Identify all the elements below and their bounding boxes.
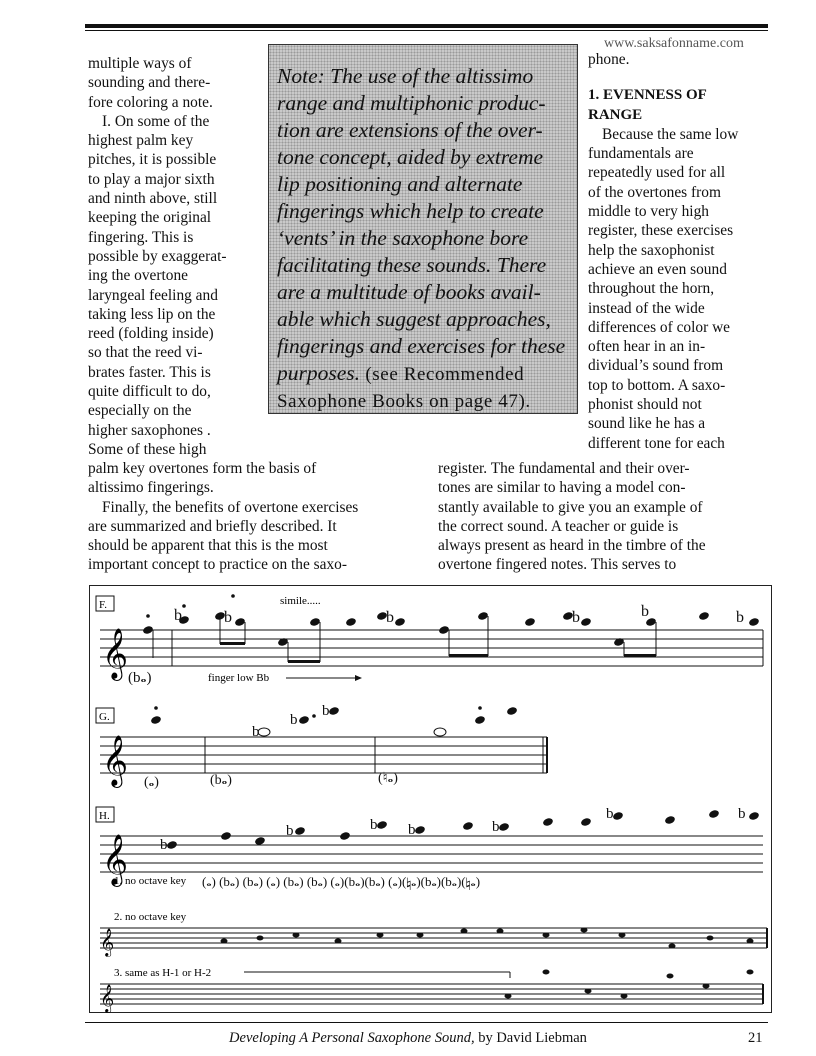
note-line: are a multitude of books avail- xyxy=(277,280,541,304)
note-line: tion are extensions of the over- xyxy=(277,118,543,142)
music-examples xyxy=(89,585,772,1013)
treble-clef-icon: 𝄞 xyxy=(102,834,129,885)
text-line: overtone fingered notes. This serves to xyxy=(438,556,677,574)
treble-clef-icon: 𝄞 xyxy=(100,928,115,956)
text-line: Some of these high xyxy=(88,440,207,458)
music-notation xyxy=(90,586,773,1014)
text-line: stantly available to give you an example of xyxy=(438,498,703,516)
treble-clef-icon: 𝄞 xyxy=(100,984,115,1012)
text-line: differences of color we xyxy=(588,318,731,336)
note-text xyxy=(277,63,571,415)
text-line: I. On some of the xyxy=(102,112,210,130)
text-line: highest palm key xyxy=(88,132,194,150)
text-line: quite difficult to do, xyxy=(88,383,211,401)
section-heading: RANGE xyxy=(588,106,643,123)
note-line: fingerings and exercises for these xyxy=(277,334,566,358)
staff-g xyxy=(100,737,547,773)
svg-text:(b𝅝): (b𝅝) xyxy=(128,670,152,686)
text-line: register. The fundamental and their over- xyxy=(438,460,690,477)
svg-text:(𝅝) (b𝅝) (b𝅝) (𝅝) (b𝅝) (: (𝅝) (b𝅝) (b𝅝) (𝅝) (b𝅝) (b𝅝) (𝅝)(b𝅝)(b𝅝) (𝅝)(♮𝅝)(b𝅝)(b𝅝)(♮𝅝) xyxy=(202,874,481,889)
text-line: brates faster. This is xyxy=(88,363,211,381)
svg-text:b: b xyxy=(290,712,298,728)
note-line: ‘vents’ in the saxophone bore xyxy=(277,226,529,250)
text-line: reed (folding inside) xyxy=(88,325,214,343)
svg-text:b: b xyxy=(736,609,744,626)
text-line: should be apparent that this is the most xyxy=(88,537,328,555)
text-line: multiple ways of xyxy=(88,55,192,72)
note-line: tone concept, aided by extreme xyxy=(277,145,544,169)
label-f: F. xyxy=(99,599,107,611)
text-line: laryngeal feeling and xyxy=(88,286,218,304)
text-line: repeatedly used for all xyxy=(588,164,726,182)
svg-text:b: b xyxy=(224,609,232,626)
note-line: range and multiphonic produc- xyxy=(277,91,546,115)
page-footer xyxy=(0,1030,816,1047)
text-line: ing the overtone xyxy=(88,267,189,285)
treble-clef-icon: 𝄞 xyxy=(102,628,129,679)
text-line: Finally, the benefits of overtone exercises xyxy=(102,498,359,516)
text-line: different tone for each xyxy=(588,434,725,452)
left-column xyxy=(88,54,268,459)
text-line: are summarized and briefly described. It xyxy=(88,517,337,535)
svg-text:b: b xyxy=(322,703,330,719)
svg-text:b: b xyxy=(160,837,168,853)
note-box xyxy=(268,44,578,414)
text-line: fore coloring a note. xyxy=(88,93,213,111)
text-line: phone. xyxy=(588,51,630,68)
text-line: sounding and there- xyxy=(88,74,211,92)
svg-text:b: b xyxy=(286,823,294,839)
top-rule xyxy=(85,24,768,28)
left-wide-block xyxy=(88,459,418,575)
svg-text:b: b xyxy=(738,806,746,822)
text-line: the correct sound. A teacher or guide is xyxy=(438,517,679,535)
text-line: palm key overtones form the basis of xyxy=(88,460,317,477)
staff-h2 xyxy=(100,928,767,948)
svg-text:b: b xyxy=(641,603,649,620)
text-line: so that the reed vi- xyxy=(88,344,203,362)
text-line: throughout the horn, xyxy=(588,280,715,298)
text-line: help the saxophonist xyxy=(588,241,715,259)
text-line: dividual’s sound from xyxy=(588,357,724,375)
h-notes xyxy=(160,806,760,890)
text-line: instead of the wide xyxy=(588,299,705,317)
svg-text:b: b xyxy=(370,817,378,833)
svg-text:b: b xyxy=(606,806,614,822)
note-line: lip positioning and alternate xyxy=(277,172,523,196)
svg-text:b: b xyxy=(386,609,394,626)
section-heading: 1. EVENNESS OF xyxy=(588,87,707,104)
svg-text:(♮𝅝): (♮𝅝) xyxy=(378,771,398,786)
text-line: phonist should not xyxy=(588,396,702,414)
text-line: higher saxophones . xyxy=(88,421,211,439)
staff-h3 xyxy=(100,984,763,1004)
text-line: altissimo fingerings. xyxy=(88,479,214,497)
note-final-line: Saxophone Books on page 47). xyxy=(277,391,531,412)
text-line: keeping the original xyxy=(88,209,212,227)
footer-byline: by David Liebman xyxy=(474,1030,587,1046)
text-line: always present as heard in the timbre of the xyxy=(438,537,706,555)
svg-text:b: b xyxy=(492,819,500,835)
watermark: www.saksafonname.com xyxy=(604,36,744,51)
svg-text:b: b xyxy=(252,724,260,740)
note-line xyxy=(277,360,571,388)
svg-text:b: b xyxy=(572,609,580,626)
finger-low-label: finger low Bb xyxy=(208,672,270,684)
text-line: Because the same low xyxy=(602,125,739,143)
h2-label: 2. no octave key xyxy=(114,911,187,923)
top-rule-thin xyxy=(85,30,768,31)
simile-marking: simile..... xyxy=(280,595,321,607)
svg-text:(b𝅝): (b𝅝) xyxy=(210,773,232,788)
svg-text:b: b xyxy=(174,607,182,624)
text-line: taking less lip on the xyxy=(88,305,216,323)
note-line: fingerings which help to create xyxy=(277,199,544,223)
text-line: of the overtones from xyxy=(588,183,721,201)
footer-title: Developing A Personal Saxophone Sound, xyxy=(229,1030,475,1046)
text-line: register, these exercises xyxy=(588,222,734,240)
text-line: achieve an even sound xyxy=(588,260,727,278)
note-line: facilitating these sounds. There xyxy=(277,253,547,277)
svg-text:b: b xyxy=(408,822,416,838)
note-line: able which suggest approaches, xyxy=(277,307,551,331)
text-line: fundamentals are xyxy=(588,145,694,163)
arrow-head-icon xyxy=(355,675,362,681)
note-line: Note: The use of the altissimo xyxy=(277,64,534,88)
h3-label: 3. same as H-1 or H-2 xyxy=(114,967,212,979)
label-g: G. xyxy=(99,711,110,723)
text-line: top to bottom. A saxo- xyxy=(588,376,726,394)
right-column xyxy=(588,50,778,453)
text-line: important concept to practice on the saxo- xyxy=(88,556,347,574)
label-h: H. xyxy=(99,810,110,822)
text-line: to play a major sixth xyxy=(88,170,215,188)
svg-text:(𝅝): (𝅝) xyxy=(144,775,159,790)
h1-label: 1. no octave key xyxy=(114,875,187,887)
staff-f xyxy=(100,630,763,666)
text-line: fingering. This is xyxy=(88,228,194,246)
text-line: possible by exaggerat- xyxy=(88,247,227,265)
text-line: especially on the xyxy=(88,402,192,420)
page-number: 21 xyxy=(748,1030,763,1046)
text-line: tones are similar to having a model con- xyxy=(438,479,686,497)
treble-clef-icon: 𝄞 xyxy=(102,735,129,786)
right-wide-block xyxy=(438,459,778,575)
text-line: sound like he has a xyxy=(588,415,706,433)
staff-h xyxy=(100,836,763,872)
text-line: and ninth above, still xyxy=(88,190,218,208)
text-line: pitches, it is possible xyxy=(88,151,217,169)
note-roman: (see Recommended xyxy=(360,364,525,385)
text-line: often hear in an in- xyxy=(588,338,706,356)
note-italic-end: purposes. xyxy=(277,361,361,385)
text-line: middle to very high xyxy=(588,203,709,221)
bottom-rule xyxy=(85,1022,768,1023)
